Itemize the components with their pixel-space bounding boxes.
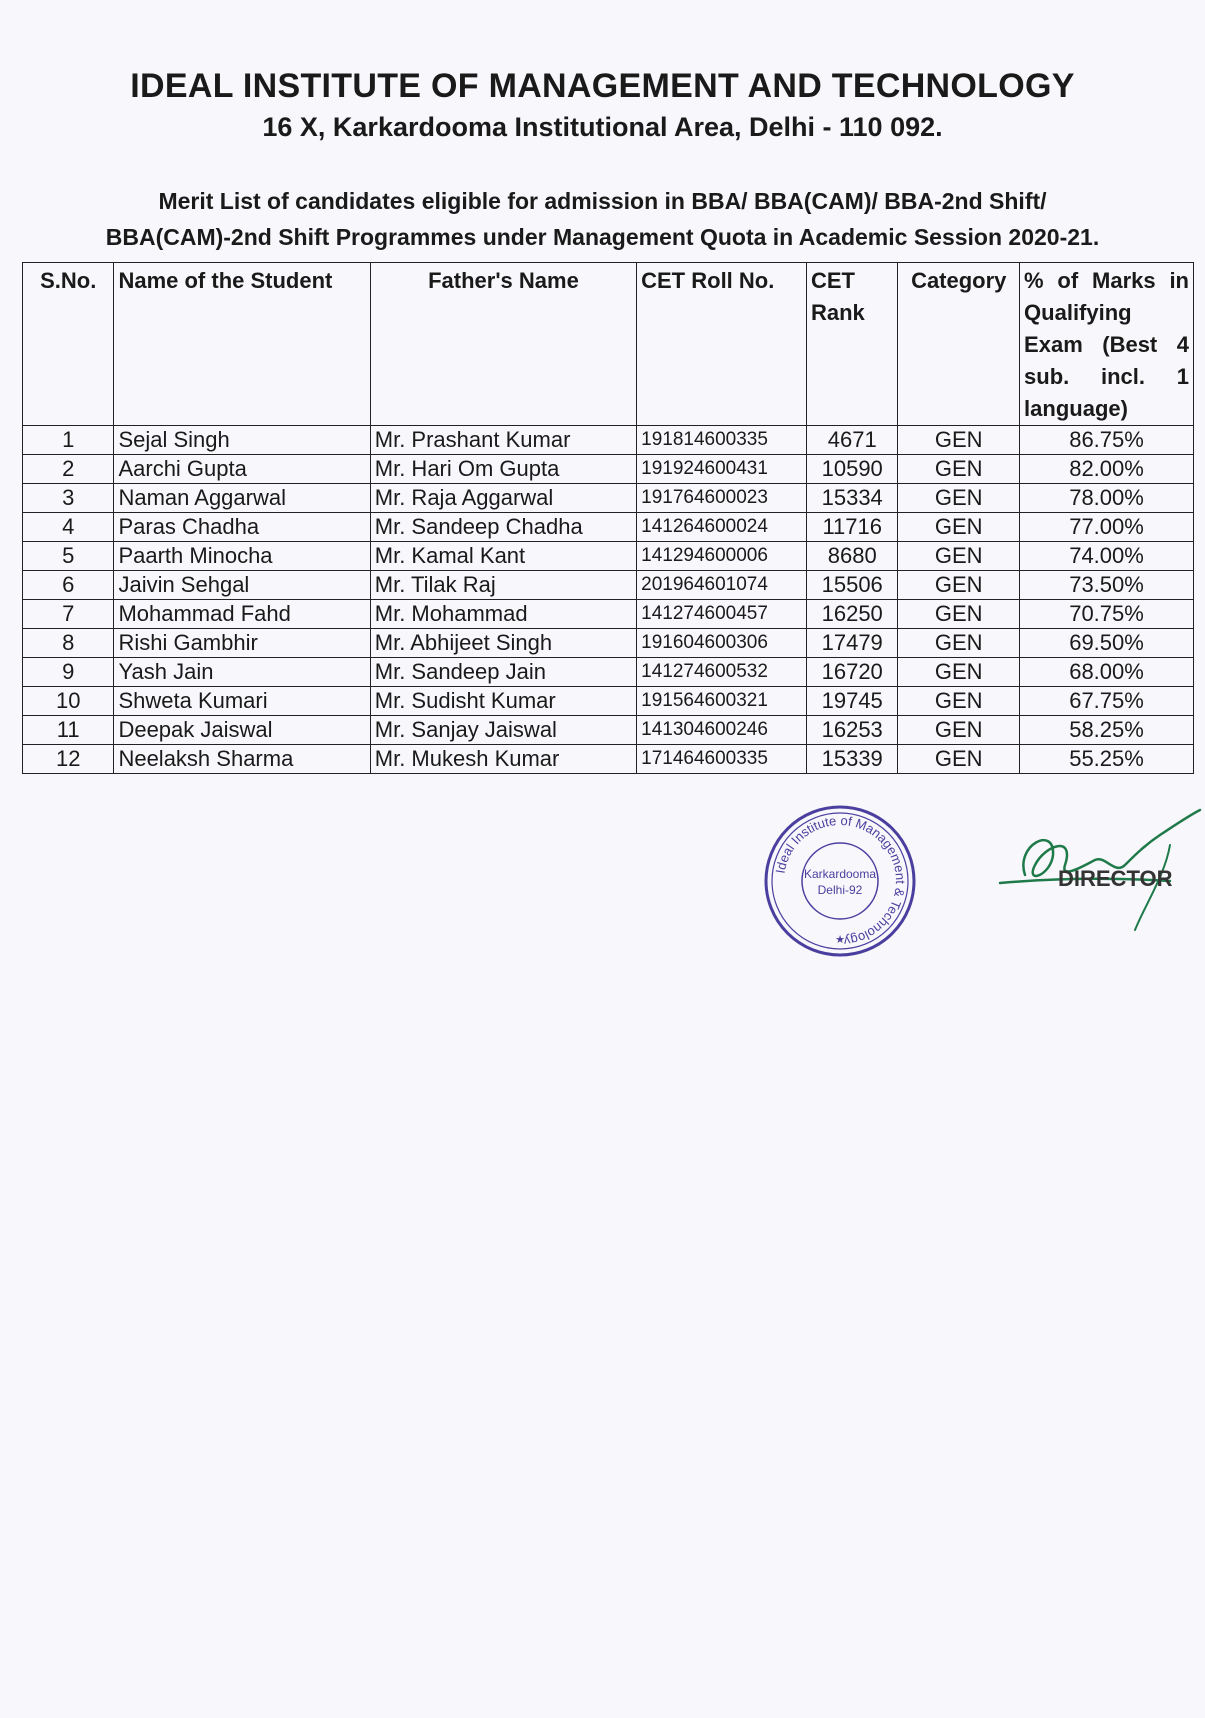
cell-category: GEN [898,542,1020,571]
cell-percent-marks: 78.00% [1020,484,1194,513]
cell-category: GEN [898,455,1020,484]
cell-father-name: Mr. Mohammad [370,600,636,629]
institute-name: IDEAL INSTITUTE OF MANAGEMENT AND TECHNOLOGY [130,67,1075,105]
header-cet-roll: CET Roll No. [637,263,807,426]
cell-cet-rank: 15506 [806,571,897,600]
cell-father-name: Mr. Sudisht Kumar [370,687,636,716]
cell-category: GEN [898,716,1020,745]
cell-father-name: Mr. Prashant Kumar [370,426,636,455]
cell-cet-roll: 141264600024 [637,513,807,542]
seal-center-line-2: Delhi-92 [817,883,863,897]
cell-cet-roll: 141304600246 [637,716,807,745]
cell-cet-roll: 191764600023 [637,484,807,513]
seal-ring-text: Ideal Institute of Management & Technology [772,812,909,949]
table-row [23,716,1194,745]
cell-cet-roll: 141274600532 [637,658,807,687]
cell-student-name: Mohammad Fahd [114,600,370,629]
cell-sno: 6 [23,571,114,600]
table-row [23,513,1194,542]
cell-father-name: Mr. Tilak Raj [370,571,636,600]
cell-percent-marks: 55.25% [1020,745,1194,774]
cell-sno: 8 [23,629,114,658]
cell-percent-marks: 70.75% [1020,600,1194,629]
cell-sno: 4 [23,513,114,542]
cell-category: GEN [898,513,1020,542]
cell-sno: 12 [23,745,114,774]
table-header-row [23,263,1194,426]
cell-sno: 9 [23,658,114,687]
table-row [23,542,1194,571]
table-row [23,571,1194,600]
cell-cet-rank: 8680 [806,542,897,571]
table-row [23,484,1194,513]
table-row [23,600,1194,629]
merit-list-table [22,262,1194,774]
cell-cet-rank: 17479 [806,629,897,658]
cell-student-name: Rishi Gambhir [114,629,370,658]
cell-sno: 11 [23,716,114,745]
cell-cet-rank: 16720 [806,658,897,687]
header-student-name: Name of the Student [114,263,370,426]
cell-cet-roll: 141294600006 [637,542,807,571]
cell-sno: 2 [23,455,114,484]
table-row [23,426,1194,455]
cell-student-name: Naman Aggarwal [114,484,370,513]
cell-father-name: Mr. Sandeep Jain [370,658,636,687]
header-category: Category [898,263,1020,426]
cell-father-name: Mr. Kamal Kant [370,542,636,571]
cell-category: GEN [898,571,1020,600]
seal-center-line-1: Karkardooma [803,867,877,881]
merit-title-line-2: BBA(CAM)-2nd Shift Programmes under Management Quota in Academic Session 2020-21. [105,224,1100,250]
cell-category: GEN [898,629,1020,658]
table-row [23,658,1194,687]
cell-student-name: Aarchi Gupta [114,455,370,484]
cell-cet-roll: 191564600321 [637,687,807,716]
cell-category: GEN [898,687,1020,716]
cell-sno: 10 [23,687,114,716]
cell-father-name: Mr. Sanjay Jaiswal [370,716,636,745]
cell-cet-rank: 19745 [806,687,897,716]
cell-student-name: Neelaksh Sharma [114,745,370,774]
cell-percent-marks: 69.50% [1020,629,1194,658]
cell-category: GEN [898,484,1020,513]
cell-percent-marks: 73.50% [1020,571,1194,600]
cell-sno: 3 [23,484,114,513]
cell-cet-roll: 201964601074 [637,571,807,600]
cell-category: GEN [898,658,1020,687]
cell-percent-marks: 82.00% [1020,455,1194,484]
table-row [23,687,1194,716]
cell-student-name: Paras Chadha [114,513,370,542]
header-cet-rank: CET Rank [806,263,897,426]
cell-student-name: Shweta Kumari [114,687,370,716]
cell-percent-marks: 74.00% [1020,542,1194,571]
cell-percent-marks: 68.00% [1020,658,1194,687]
cell-cet-roll: 171464600335 [637,745,807,774]
cell-student-name: Yash Jain [114,658,370,687]
director-title: DIRECTOR [1058,866,1173,891]
cell-percent-marks: 86.75% [1020,426,1194,455]
cell-student-name: Sejal Singh [114,426,370,455]
table-row [23,745,1194,774]
cell-cet-roll: 141274600457 [637,600,807,629]
cell-cet-rank: 10590 [806,455,897,484]
cell-category: GEN [898,745,1020,774]
cell-father-name: Mr. Hari Om Gupta [370,455,636,484]
institute-seal [762,803,918,959]
cell-father-name: Mr. Mukesh Kumar [370,745,636,774]
cell-percent-marks: 67.75% [1020,687,1194,716]
cell-cet-rank: 15334 [806,484,897,513]
cell-sno: 5 [23,542,114,571]
cell-category: GEN [898,600,1020,629]
cell-cet-rank: 16253 [806,716,897,745]
institute-address: 16 X, Karkardooma Institutional Area, Delhi - 110 092. [262,112,943,142]
header-father-name: Father's Name [370,263,636,426]
cell-student-name: Paarth Minocha [114,542,370,571]
cell-category: GEN [898,426,1020,455]
cell-father-name: Mr. Abhijeet Singh [370,629,636,658]
cell-cet-roll: 191924600431 [637,455,807,484]
cell-sno: 7 [23,600,114,629]
cell-student-name: Jaivin Sehgal [114,571,370,600]
cell-student-name: Deepak Jaiswal [114,716,370,745]
merit-list-title [0,183,1205,255]
cell-percent-marks: 58.25% [1020,716,1194,745]
table-body [23,426,1194,774]
cell-father-name: Mr. Raja Aggarwal [370,484,636,513]
merit-title-line-1: Merit List of candidates eligible for admission in BBA/ BBA(CAM)/ BBA-2nd Shift/ [158,188,1047,214]
cell-cet-rank: 15339 [806,745,897,774]
cell-cet-rank: 4671 [806,426,897,455]
cell-cet-rank: 16250 [806,600,897,629]
cell-father-name: Mr. Sandeep Chadha [370,513,636,542]
header-percent-marks: % of Marks in Qualifying Exam (Best 4 sub. incl. 1 language) [1020,263,1194,426]
cell-cet-rank: 11716 [806,513,897,542]
cell-sno: 1 [23,426,114,455]
header-sno: S.No. [23,263,114,426]
cell-cet-roll: 191814600335 [637,426,807,455]
table-row [23,455,1194,484]
cell-cet-roll: 191604600306 [637,629,807,658]
cell-percent-marks: 77.00% [1020,513,1194,542]
table-row [23,629,1194,658]
seal-star-icon: ★ [835,933,845,946]
document-header [0,66,1205,144]
